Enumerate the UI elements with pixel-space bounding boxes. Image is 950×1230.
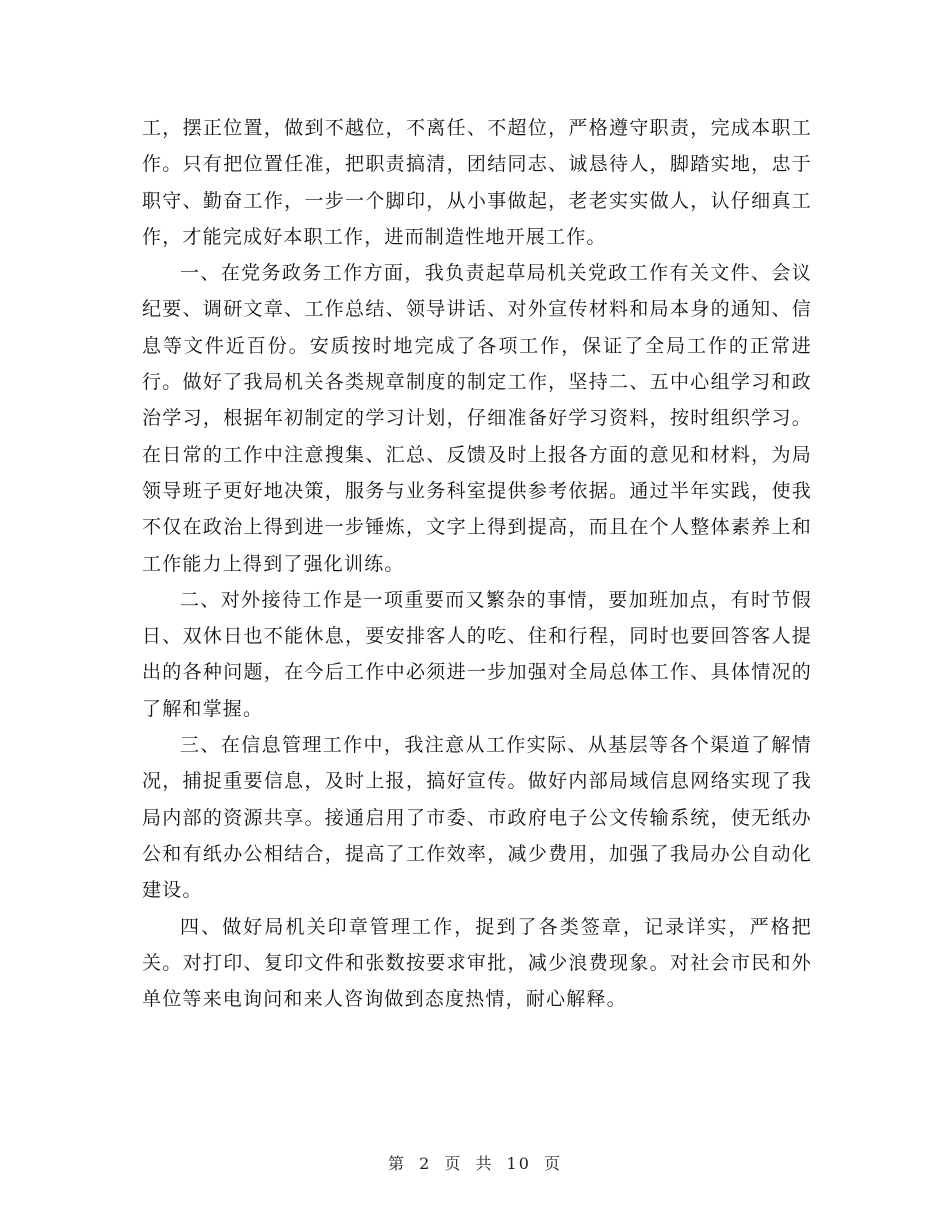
paragraph-reception: 二、对外接待工作是一项重要而又繁杂的事情，要加班加点，有时节假日、双休日也不能休息，要安排客人的吃、住和行程，同时也要回答客人提出的各种问题，在今后工作中必须进一步加强对全局总体工作、具体情况的了解和掌握。 [142, 588, 812, 720]
paragraph-party-affairs: 一、在党务政务工作方面，我负责起草局机关党政工作有关文件、会议纪要、调研文章、工作总结、领导讲话、对外宣传材料和局本身的通知、信息等文件近百份。安质按时地完成了各项工作，保证了全局工作的正常进行。做好了我局机关各类规章制度的制定工作，坚持二、五中心组学习和政治学习，根据年初制定的学习计划，仔细准备好学习资料，按时组织学习。在日常的工作中注意搜集、汇总、反馈及时上报各方面的意见和材料，为局领导班子更好地决策，服务与业务科室提供参考依据。通过半年实践，使我不仅在政治上得到进一步锤炼，文字上得到提高，而且在个人整体素养上和工作能力上得到了强化训练。 [142, 262, 812, 575]
document-body [142, 110, 812, 1017]
paragraph-continuation: 工，摆正位置，做到不越位，不离任、不超位，严格遵守职责，完成本职工作。只有把位置任准，把职责搞清，团结同志、诚恳待人，脚踏实地，忠于职守、勤奋工作，一步一个脚印，从小事做起，老老实实做人，认仔细真工作，才能完成好本职工作，进而制造性地开展工作。 [142, 117, 812, 248]
paragraph-information-management: 三、在信息管理工作中，我注意从工作实际、从基层等各个渠道了解情况，捕捉重要信息，及时上报，搞好宣传。做好内部局域信息网络实现了我局内部的资源共享。接通启用了市委、市政府电子公文传输系统，使无纸办公和有纸办公相结合，提高了工作效率，减少费用，加强了我局办公自动化建设。 [142, 734, 812, 902]
page-number-footer: 第 2 页 共 10 页 [388, 1154, 562, 1173]
paragraph-seal-management: 四、做好局机关印章管理工作，捉到了各类签章，记录详实，严格把关。对打印、复印文件和张数按要求审批，减少浪费现象。对社会市民和外单位等来电询问和来人咨询做到态度热情，耐心解释。 [142, 915, 812, 1011]
